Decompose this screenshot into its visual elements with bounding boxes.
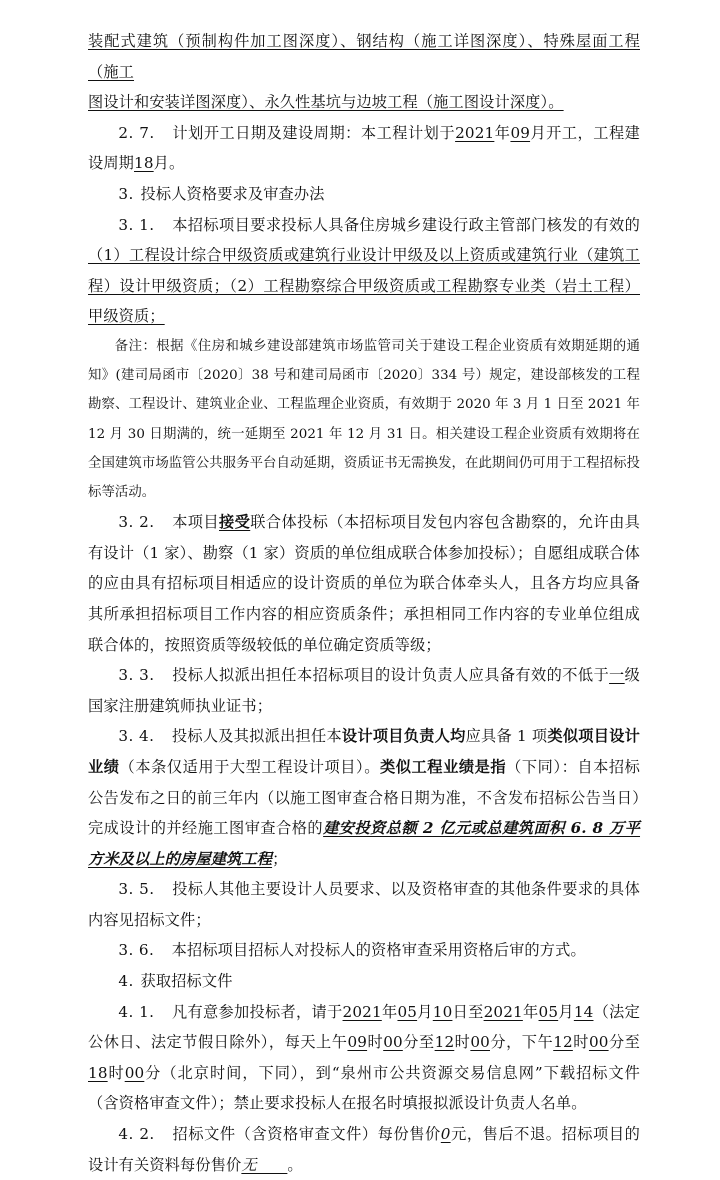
tender-document-price: 0 — [440, 1125, 451, 1144]
clause-3-6 — [88, 935, 640, 966]
clause-4-1-text-3: 月 — [417, 1002, 433, 1021]
section-3-label: 3. — [118, 184, 134, 203]
section-4-heading — [88, 966, 640, 997]
clause-3-1-remark-text: 备注：根据《住房和城乡建设部建筑市场监管司关于建设工程企业资质有效期延期的通知》(建司局函市〔2020〕38 号和建司局函市〔2020〕334 号）规定，建设部核发的工程勘察、工程设计、建筑业企业、工程监理企业资质，有效期于 2020 年 3 月 1 日至 2021 年 12 月 30 日期满的，统一延期至 2021 年 12 月 31 日。相关建设工程企业资质有效期将在全国建筑市场监管公共服务平台自动延期，资质证书无需换发，在此期间仍可用于工程招标投标等活动。 — [88, 338, 640, 500]
scope-line-1: 装配式建筑（预制构件加工图深度）、钢结构（施工详图深度）、特殊屋面工程（施工 — [88, 32, 640, 81]
clause-3-2-text-2: 联合体投标（本招标项目发包内容包含勘察的，允许由具有设计（1 家）、勘察（1 家）资质的单位组成联合体参加投标）；自愿组成联合体的应由具有招标项目相适应的设计资质的单位为联合体牵头人，且各方均应具备其所承担招标项目工作内容的相应资质条件；承担相同工作内容的专业单位组成联合体的，按照资质等级较低的单位确定资质等级； — [88, 513, 641, 654]
design-material-price: 无 — [241, 1155, 288, 1174]
clause-4-1-text-6: 月 — [558, 1002, 574, 1021]
am-start-hour: 09 — [347, 1033, 368, 1052]
clause-4-1-text-7: （法定公休日、法定节假日除外），每天上午 — [88, 1002, 640, 1052]
pm-end-minute: 00 — [124, 1063, 145, 1082]
clause-4-2-text-1: 招标文件（含资格审查文件）每份售价 — [172, 1125, 441, 1144]
clause-2-7-text-1: 计划开工日期及建设周期：本工程计划于 — [172, 123, 456, 142]
clause-4-2-text-3: 。 — [287, 1155, 303, 1174]
doc-end-month: 05 — [538, 1002, 559, 1021]
design-project-leader-emphasis: 设计项目负责人均 — [341, 727, 466, 746]
doc-start-month: 05 — [397, 1002, 418, 1021]
performance-threshold-emphasis: 建安投资总额 2 亿元或总建筑面积 6. 8 万平方米及以上的房屋建筑工程 — [88, 819, 641, 868]
section-4-label: 4. — [118, 972, 134, 991]
clause-3-1-label: 3. 1. — [118, 215, 155, 234]
am-end-minute: 00 — [470, 1033, 490, 1052]
doc-start-year: 2021 — [342, 1002, 382, 1021]
clause-2-7-text-3: 月开工，工程建设周期 — [88, 123, 641, 173]
document-body — [88, 26, 640, 1180]
am-end-hour: 12 — [434, 1033, 455, 1052]
clause-3-1-text: 本招标项目要求投标人具备住房城乡建设行政主管部门核发的有效的 — [171, 215, 641, 234]
clause-2-7-text-4: 月。 — [153, 154, 185, 173]
clause-3-5 — [88, 874, 640, 935]
consortium-accept-emphasis: 接受 — [219, 513, 251, 532]
section-3-title: 投标人资格要求及审查办法 — [140, 184, 325, 203]
clause-3-4-text-1: 投标人及其拟派出担任本 — [171, 727, 342, 746]
clause-3-6-text: 本招标项目招标人对投标人的资格审查采用资格后审的方式。 — [171, 941, 586, 960]
construction-duration-months: 18 — [134, 154, 154, 173]
am-start-minute: 00 — [383, 1033, 403, 1052]
section-3-heading — [88, 179, 640, 210]
clause-3-3-text-2: 级国家注册建筑师执业证书； — [88, 666, 640, 715]
similar-performance-definition-emphasis: 类似工程业绩是指 — [380, 757, 507, 776]
clause-2-7-text-2: 年 — [494, 123, 511, 142]
planned-start-month: 09 — [510, 123, 531, 142]
clause-2-7 — [88, 118, 640, 179]
clause-4-2-label: 4. 2. — [118, 1125, 155, 1144]
clause-4-1-text-2: 年 — [381, 1002, 398, 1021]
clause-4-1-text-8: 时 — [367, 1033, 384, 1052]
planned-start-year: 2021 — [455, 123, 495, 142]
doc-end-year: 2021 — [483, 1002, 523, 1021]
clause-4-1-text-11: 分，下午 — [490, 1033, 554, 1052]
clause-3-4-label: 3. 4. — [118, 727, 155, 746]
clause-3-3-label: 3. 3. — [118, 666, 155, 685]
paragraph-continuation-scope — [88, 26, 640, 87]
clause-4-1-text-15: 分（北京时间，下同），到“泉州市公共资源交易信息网”下载招标文件（含资格审查文件）；禁止要求投标人在报名时填报拟派设计负责人名单。 — [88, 1063, 640, 1113]
clause-3-1 — [88, 210, 640, 332]
similar-project-performance-emphasis: 类似项目设计业绩 — [88, 727, 641, 776]
pm-end-hour: 18 — [88, 1063, 108, 1082]
clause-4-1-text-4: 日至 — [452, 1002, 484, 1021]
clause-4-2 — [88, 1119, 640, 1180]
scope-line-2: 图设计和安装详图深度）、永久性基坑与边坡工程（施工图设计深度）。 — [88, 93, 564, 112]
pm-start-hour: 12 — [553, 1033, 573, 1052]
clause-3-4-text-4: （下同）：自本招标公告发布之日的前三年内（以施工图审查合格日期为准，不含发布招标公告当日）完成设计的并经施工图审查合格的 — [88, 757, 641, 838]
clause-3-4 — [88, 721, 640, 874]
clause-4-1-text-13: 分至 — [608, 1033, 641, 1052]
clause-4-2-text-2: 元，售后不退。招标项目的设计有关资料每份售价 — [88, 1125, 640, 1174]
clause-3-1-remark — [88, 332, 640, 507]
doc-start-day: 10 — [432, 1002, 453, 1021]
clause-3-4-text-5: ； — [272, 849, 288, 868]
clause-3-2-label: 3. 2. — [118, 513, 155, 532]
qualification-requirements-underlined: （1）工程设计综合甲级资质或建筑行业设计甲级及以上资质或建筑行业（建筑工程）设计甲级资质；（2）工程勘察综合甲级资质或工程勘察专业类（岩土工程）甲级资质； — [88, 246, 640, 326]
architect-grade-value: 一 — [609, 666, 625, 685]
clause-4-1-text-12: 时 — [572, 1033, 589, 1052]
clause-3-3-text-1: 投标人拟派出担任本招标项目的设计负责人应具备有效的不低于 — [171, 666, 610, 685]
clause-3-6-label: 3. 6. — [118, 941, 155, 960]
doc-end-day: 14 — [573, 1002, 594, 1021]
clause-4-1-text-14: 时 — [107, 1063, 125, 1082]
clause-3-2-text-1: 本项目 — [171, 513, 220, 532]
clause-4-1 — [88, 997, 640, 1119]
clause-4-1-label: 4. 1. — [118, 1002, 155, 1021]
section-4-title: 获取招标文件 — [140, 972, 233, 991]
clause-4-1-text-9: 分至 — [402, 1033, 435, 1052]
clause-4-1-text-10: 时 — [454, 1033, 471, 1052]
clause-3-4-text-2: 应具备 1 项 — [465, 727, 548, 746]
clause-2-7-label: 2. 7. — [118, 123, 155, 142]
paragraph-continuation-scope-line2 — [88, 87, 640, 118]
clause-4-1-text-1: 凡有意参加投标者，请于 — [171, 1002, 343, 1021]
clause-4-1-text-5: 年 — [522, 1002, 539, 1021]
clause-3-5-text: 投标人其他主要设计人员要求、以及资格审查的其他条件要求的具体内容见招标文件； — [88, 880, 641, 929]
clause-3-5-label: 3. 5. — [118, 880, 155, 899]
clause-3-3 — [88, 660, 640, 721]
clause-3-2 — [88, 507, 640, 660]
pm-start-minute: 00 — [588, 1033, 609, 1052]
clause-3-4-text-3: （本条仅适用于大型工程设计项目）。 — [119, 757, 380, 776]
